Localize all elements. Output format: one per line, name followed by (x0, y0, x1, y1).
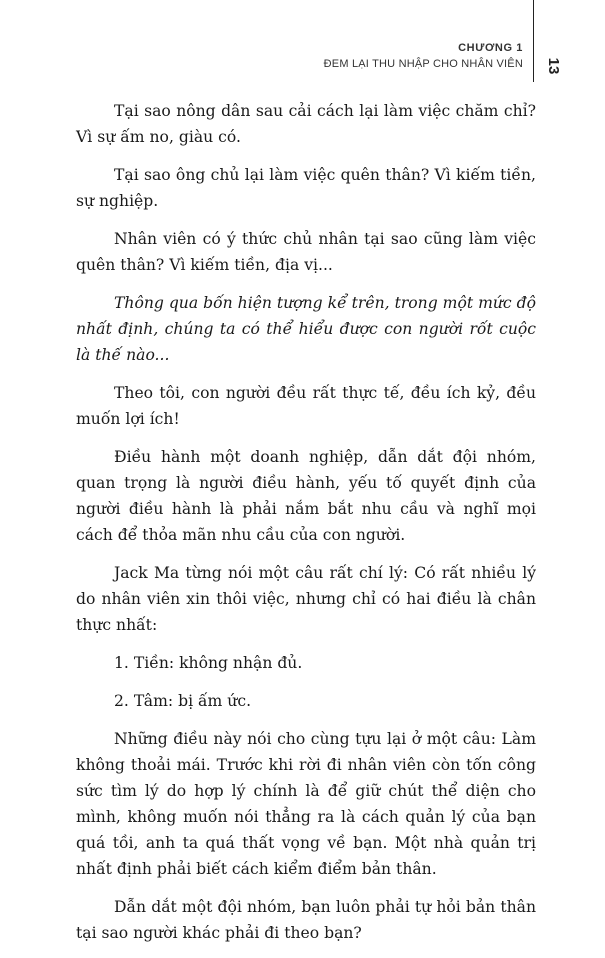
paragraph: Nhân viên có ý thức chủ nhân tại sao cũng làm việc quên thân? Vì kiếm tiền, địa vị... (76, 230, 536, 274)
page-body (76, 98, 536, 958)
paragraph: Dẫn dắt một đội nhóm, bạn luôn phải tự hỏi bản thân tại sao người khác phải đi theo bạn? (76, 898, 536, 942)
chapter-label: CHƯƠNG 1 (458, 42, 523, 54)
list-item: 2. Tâm: bị ấm ức. (114, 692, 252, 710)
list-item: 1. Tiền: không nhận đủ. (114, 654, 303, 672)
page-number: 13 (545, 57, 563, 75)
paragraph: Điều hành một doanh nghiệp, dẫn dắt đội nhóm, quan trọng là người điều hành, yếu tố quyết định của người điều hành là phải nắm bắt nhu cầu và nghĩ mọi cách để thỏa mãn nhu cầu của con người. (76, 448, 536, 544)
paragraph: Theo tôi, con người đều rất thực tế, đều ích kỷ, đều muốn lợi ích! (76, 384, 536, 428)
paragraph: Jack Ma từng nói một câu rất chí lý: Có rất nhiều lý do nhân viên xin thôi việc, nhưng chỉ có hai điều là chân thực nhất: (76, 564, 536, 634)
italic-paragraph: Thông qua bốn hiện tượng kể trên, trong một mức độ nhất định, chúng ta có thể hiểu được con người rốt cuộc là thế nào... (76, 294, 536, 364)
running-header (324, 40, 523, 72)
paragraph: Tại sao ông chủ lại làm việc quên thân? Vì kiếm tiền, sự nghiệp. (76, 166, 536, 210)
chapter-title: ĐEM LẠI THU NHẬP CHO NHÂN VIÊN (323, 58, 523, 70)
paragraph: Tại sao nông dân sau cải cách lại làm việc chăm chỉ? Vì sự ấm no, giàu có. (76, 102, 536, 146)
paragraph: Những điều này nói cho cùng tựu lại ở một câu: Làm không thoải mái. Trước khi rời đi nhân viên còn tốn công sức tìm lý do hợp lý chính là để giữ chút thể diện cho mình, không muốn nói thẳng ra là cách quản lý của bạn quá tồi, anh ta quá thất vọng về bạn. Một nhà quản trị nhất định phải biết cách kiểm điểm bản thân. (76, 730, 536, 878)
